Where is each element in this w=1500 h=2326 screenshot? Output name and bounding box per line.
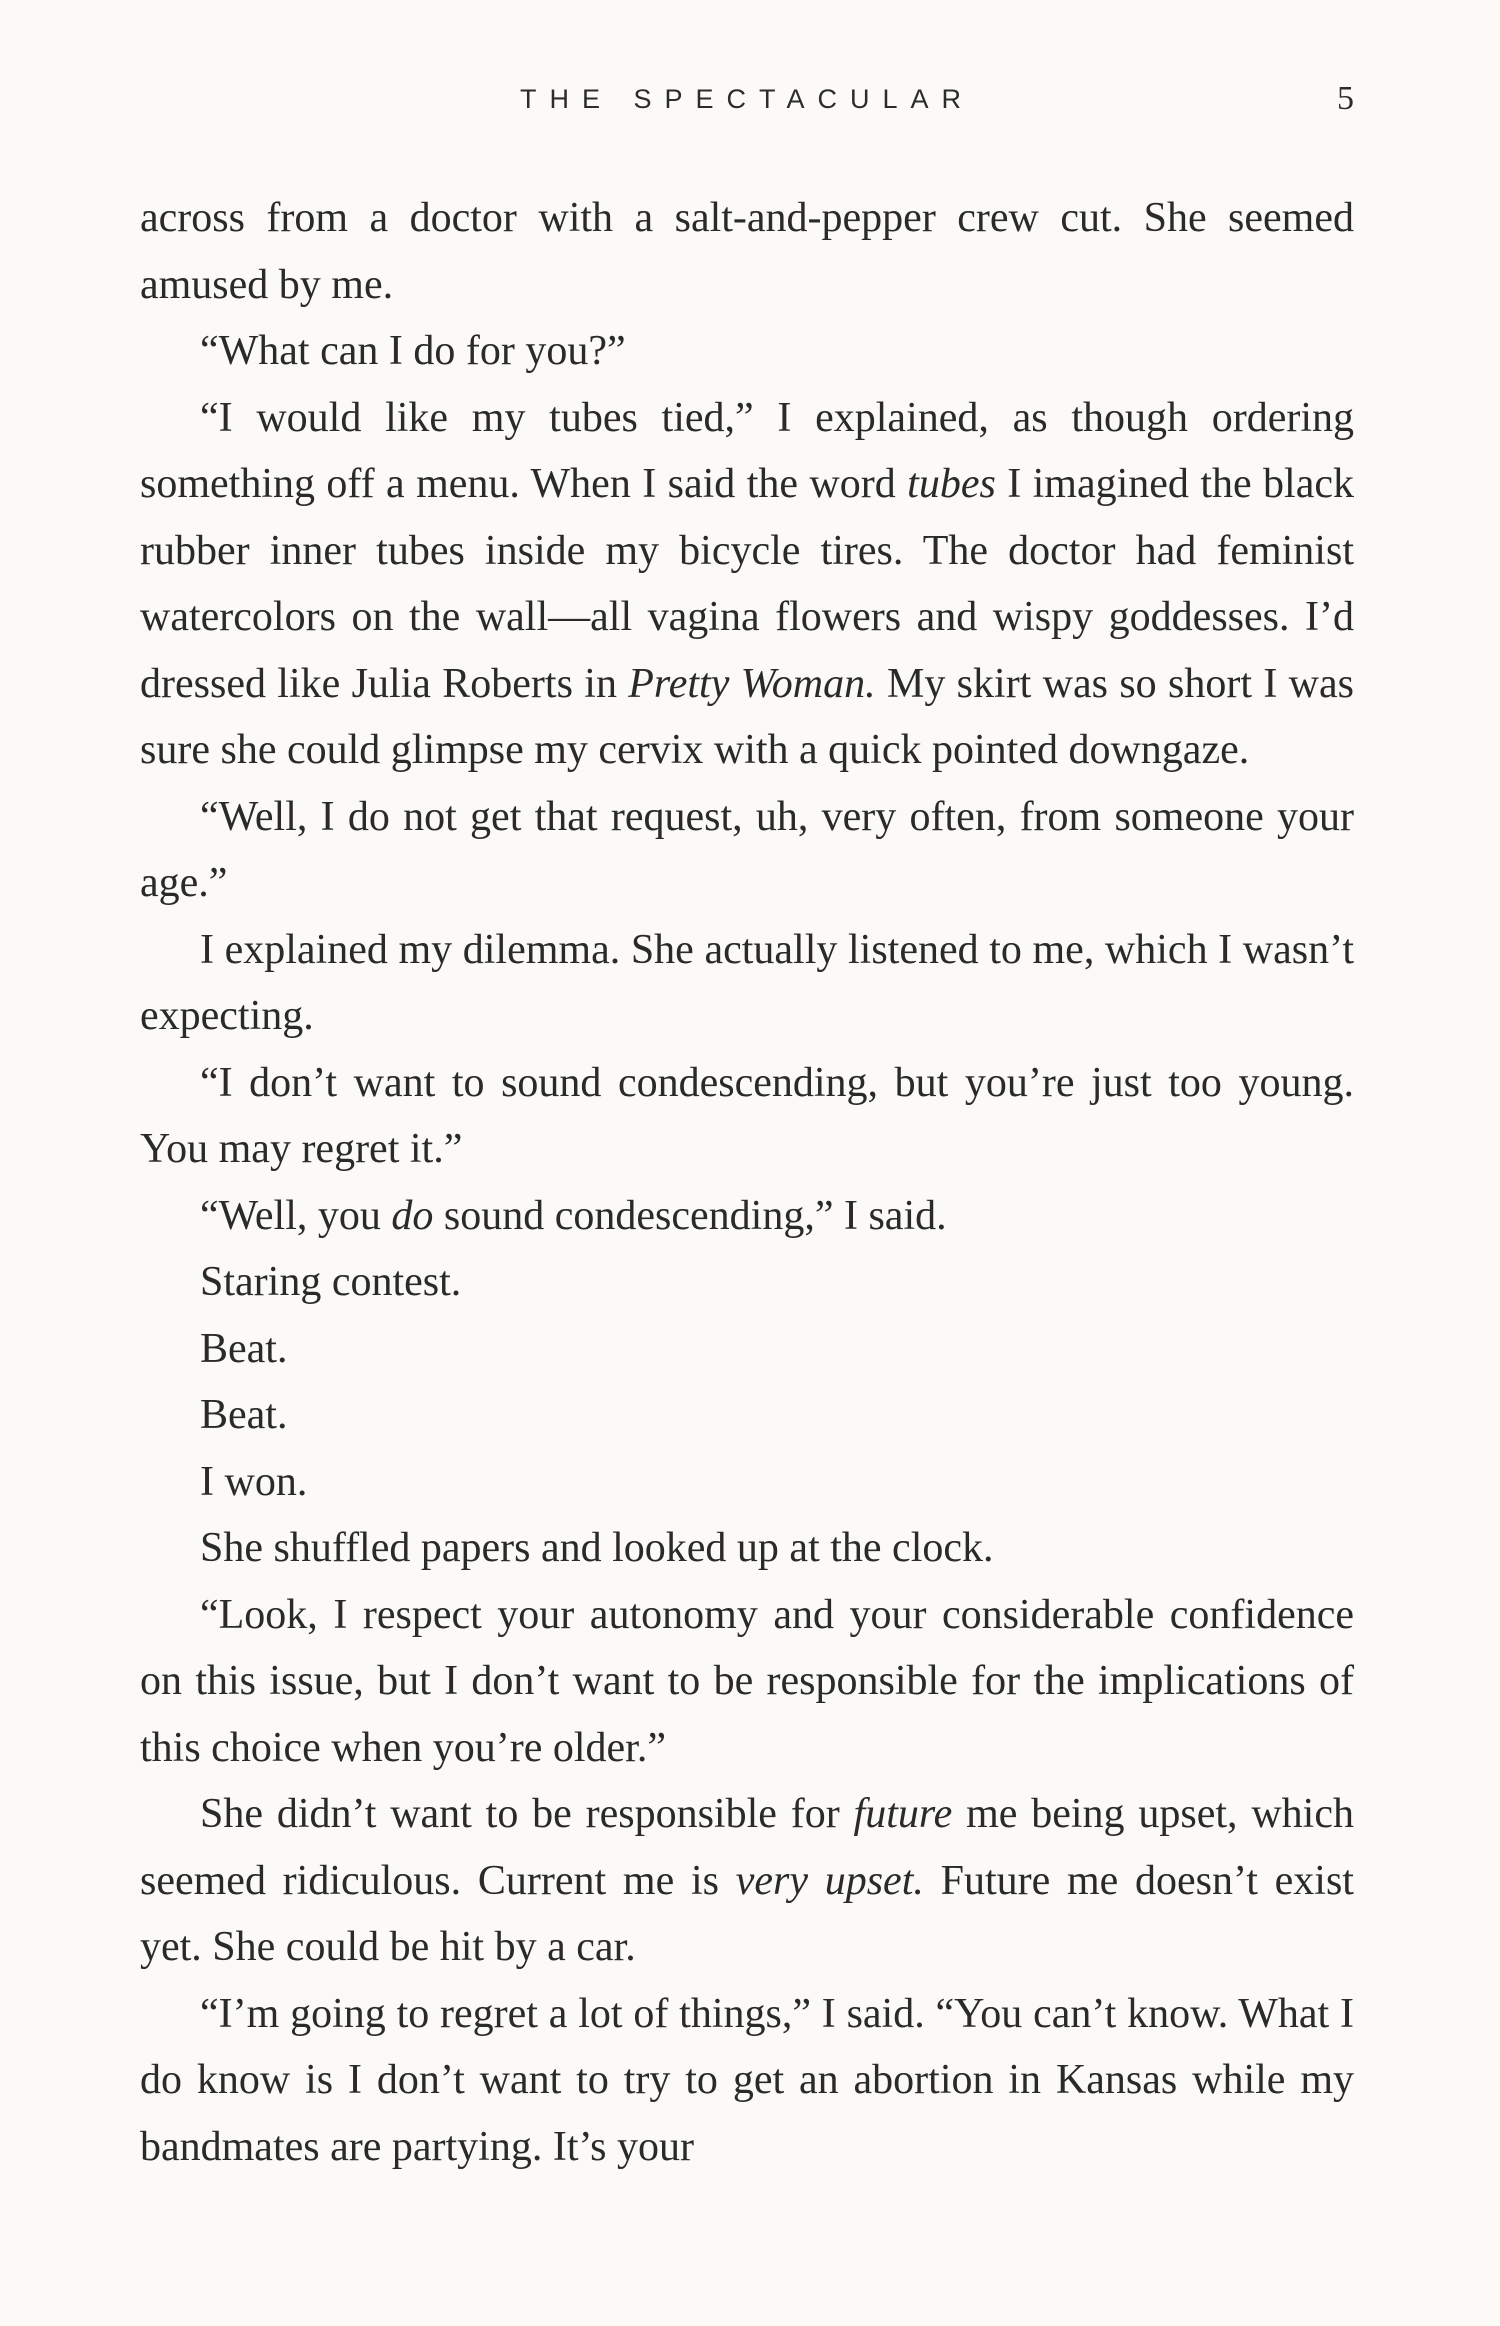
text-segment: She didn’t want to be responsible for [200, 1791, 854, 1837]
page-number: 5 [1337, 80, 1354, 117]
text-segment: sound condescending,” I said. [433, 1192, 947, 1239]
text-segment: I won. [200, 1458, 308, 1505]
text-segment: “Well, you [200, 1192, 392, 1239]
italic-text: tubes [907, 461, 996, 507]
text-segment: She shuffled papers and looked up at the clock. [200, 1525, 994, 1571]
paragraph [140, 1183, 1354, 1250]
paragraph [140, 1781, 1354, 1981]
paragraph [140, 385, 1354, 784]
text-segment: “I don’t want to sound condescending, but you’re just too young. You may regret it.” [140, 1059, 1354, 1172]
paragraph [140, 1515, 1354, 1582]
italic-text: very upset. [735, 1857, 924, 1904]
text-segment: “Look, I respect your autonomy and your considerable confidence on this issue, but I don’t want to be responsible for the implications of this choice when you’re older.” [140, 1591, 1354, 1771]
text-segment: me being upset, which seemed ridiculous. Current me is [140, 1791, 1354, 1904]
text-segment: Beat. [200, 1325, 288, 1372]
text-segment: “I’m going to regret a lot of things,” I said. “You can’t know. What I do know is I don’t want to try to get an abortion in Kansas while my bandmates are partying. It’s your [140, 1990, 1354, 2170]
text-segment: “Well, I do not get that request, uh, very often, from someone your age.” [140, 793, 1354, 906]
paragraph [140, 318, 1354, 385]
paragraph [140, 1249, 1354, 1316]
running-title: THE SPECTACULAR [519, 84, 975, 114]
text-segment: My skirt was so short I was sure she could glimpse my cervix with a quick pointed downgaze. [140, 660, 1354, 773]
text-segment: Future me doesn’t exist yet. She could be hit by a car. [140, 1857, 1354, 1970]
running-head [140, 80, 1354, 130]
text-segment: “What can I do for you?” [200, 328, 626, 374]
text-segment: “I would like my tubes tied,” I explained, as though ordering something off a menu. When I said the word [140, 394, 1354, 507]
text-segment: I imagined the black rubber inner tubes inside my bicycle tires. The doctor had feminist watercolors on the wall—all vagina flowers and wispy goddesses. I’d dressed like Julia Roberts in [140, 461, 1354, 707]
paragraph [140, 1449, 1354, 1516]
paragraph [140, 1050, 1354, 1183]
italic-text: Pretty Woman. [628, 660, 876, 707]
paragraph [140, 784, 1354, 917]
paragraph [140, 1382, 1354, 1449]
paragraph [140, 1582, 1354, 1782]
paragraph [140, 1981, 1354, 2181]
italic-text: do [391, 1192, 434, 1239]
paragraph [140, 185, 1354, 318]
text-segment: Beat. [200, 1392, 288, 1438]
text-segment: Staring contest. [200, 1259, 462, 1305]
paragraph [140, 1316, 1354, 1383]
paragraph [140, 917, 1354, 1050]
italic-text: future [853, 1791, 953, 1837]
text-segment: I explained my dilemma. She actually listened to me, which I wasn’t expecting. [140, 926, 1354, 1039]
body-text [140, 185, 1354, 2180]
text-segment: across from a doctor with a salt-and-pepper crew cut. She seemed amused by me. [140, 195, 1354, 308]
